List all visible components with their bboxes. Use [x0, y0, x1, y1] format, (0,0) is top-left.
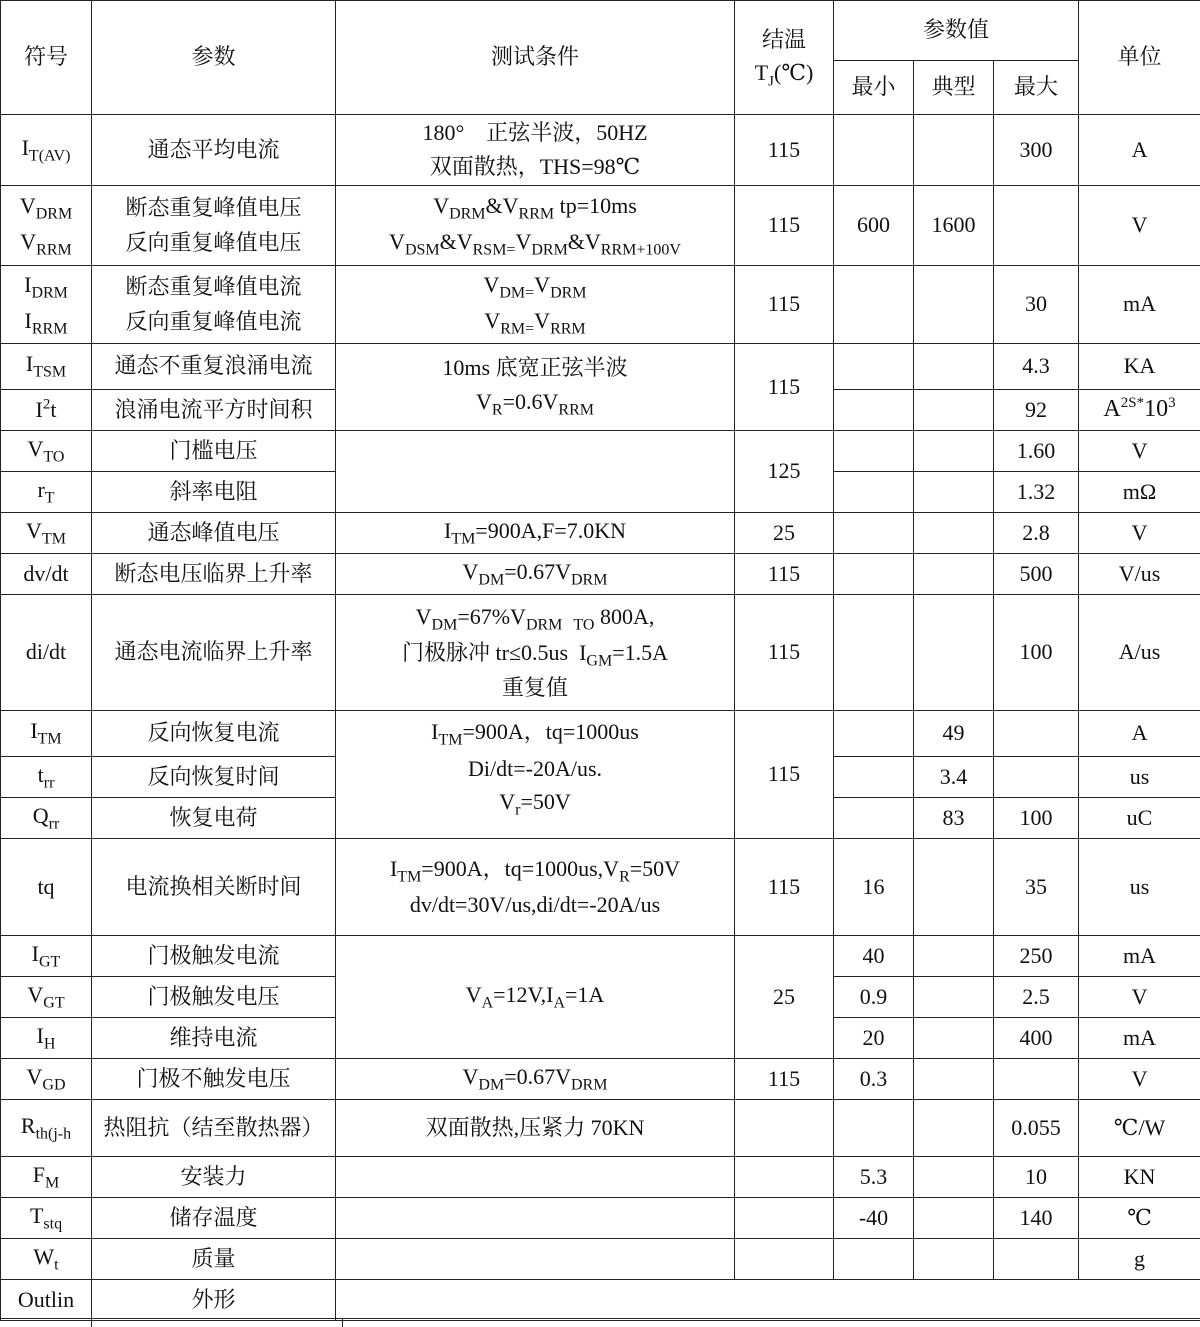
symbol-cell: $Q_{rr}$ — [1, 798, 92, 839]
unit-cell: A — [1079, 711, 1200, 757]
max-cell: 1.60 — [994, 431, 1079, 472]
tj-cell: 115 — [735, 1059, 834, 1100]
param-cell: 门极触发电压 — [92, 977, 336, 1018]
min-cell — [834, 1100, 914, 1157]
cond-cell — [336, 1239, 735, 1280]
table-row — [1, 711, 1200, 757]
param-cell: 门极不触发电压 — [92, 1059, 336, 1100]
param-cell: 安装力 — [92, 1157, 336, 1198]
table-row — [1, 431, 1200, 472]
tj-cell: 115 — [735, 115, 834, 186]
tj-cell: 25 — [735, 936, 834, 1059]
min-cell: 5.3 — [834, 1157, 914, 1198]
typ-cell — [914, 1100, 994, 1157]
max-cell — [994, 711, 1079, 757]
symbol-cell: Outlin — [1, 1280, 92, 1321]
header-values: 参数值 — [834, 1, 1079, 61]
max-cell: 30 — [994, 266, 1079, 344]
table-row — [1, 595, 1200, 711]
table-row — [1, 554, 1200, 595]
unit-cell: mΩ — [1079, 472, 1200, 513]
typ-cell — [914, 595, 994, 711]
symbol-cell: $I_{T(AV)}$ — [1, 115, 92, 186]
table-row — [1, 1280, 1200, 1321]
max-cell: 92 — [994, 390, 1079, 431]
param-cell: 通态平均电流 — [92, 115, 336, 186]
min-cell: 20 — [834, 1018, 914, 1059]
header-tj-line2: $T_J(℃)$ — [739, 56, 829, 93]
cond-cell: $V_{DM}=0.67V_{DRM}$ — [336, 1059, 735, 1100]
table-row — [1, 115, 1200, 186]
tj-cell — [735, 1198, 834, 1239]
cond-cell — [336, 1157, 735, 1198]
symbol-cell: $V_{TO}$ — [1, 431, 92, 472]
typ-cell: 83 — [914, 798, 994, 839]
header-symbol: 符号 — [1, 1, 92, 115]
tj-cell — [735, 1157, 834, 1198]
symbol-cell: $V_{TM}$ — [1, 513, 92, 554]
tj-cell: 115 — [735, 554, 834, 595]
typ-cell: 49 — [914, 711, 994, 757]
header-param: 参数 — [92, 1, 336, 115]
min-cell: 40 — [834, 936, 914, 977]
param-cell: 门极触发电流 — [92, 936, 336, 977]
symbol-cell: $T_{stq}$ — [1, 1198, 92, 1239]
tj-cell: 115 — [735, 344, 834, 431]
table-row — [1, 1198, 1200, 1239]
max-cell: 100 — [994, 595, 1079, 711]
cond-cell: $V_{DM}=67\%V_{DRM}$ $_{TO}$ 800A, 门极脉冲 tr≤0.5us $I_{GM}=1.5A$ 重复值 — [336, 595, 735, 711]
max-cell: 300 — [994, 115, 1079, 186]
typ-cell — [914, 1239, 994, 1280]
tj-cell: 25 — [735, 513, 834, 554]
typ-cell — [914, 1018, 994, 1059]
min-cell: -40 — [834, 1198, 914, 1239]
param-cell: 门槛电压 — [92, 431, 336, 472]
symbol-cell: $I_{TM}$ — [1, 711, 92, 757]
max-cell: 500 — [994, 554, 1079, 595]
tj-cell: 115 — [735, 266, 834, 344]
cond-cell — [336, 1198, 735, 1239]
symbol-cell: $R_{th(j-h}$ — [1, 1100, 92, 1157]
symbol-cell: $I_{GT}$ — [1, 936, 92, 977]
unit-cell: KN — [1079, 1157, 1200, 1198]
cond-cell: $I_{TM}=900A$，tq=1000us Di/dt=-20A/us. $V_r=50V$ — [336, 711, 735, 839]
max-cell: 250 — [994, 936, 1079, 977]
tj-cell: 125 — [735, 431, 834, 513]
min-cell: 600 — [834, 186, 914, 266]
min-cell — [834, 472, 914, 513]
max-cell: 2.8 — [994, 513, 1079, 554]
max-cell — [994, 186, 1079, 266]
param-cell: 断态重复峰值电压 反向重复峰值电压 — [92, 186, 336, 266]
typ-cell — [914, 1157, 994, 1198]
unit-cell: mA — [1079, 266, 1200, 344]
header-row — [1, 1, 1200, 61]
symbol-cell: $W_t$ — [1, 1239, 92, 1280]
param-cell: 质量 — [92, 1239, 336, 1280]
min-cell — [834, 513, 914, 554]
param-cell: 断态电压临界上升率 — [92, 554, 336, 595]
unit-cell: V — [1079, 431, 1200, 472]
unit-cell: g — [1079, 1239, 1200, 1280]
typ-cell — [914, 390, 994, 431]
max-cell — [994, 1059, 1079, 1100]
param-cell: 斜率电阻 — [92, 472, 336, 513]
symbol-cell: $V_{GD}$ — [1, 1059, 92, 1100]
unit-cell: uC — [1079, 798, 1200, 839]
min-cell — [834, 595, 914, 711]
header-max: 最大 — [994, 61, 1079, 115]
max-cell: 100 — [994, 798, 1079, 839]
symbol-cell: $F_M$ — [1, 1157, 92, 1198]
symbol-cell: $r_T$ — [1, 472, 92, 513]
param-cell: 通态峰值电压 — [92, 513, 336, 554]
param-cell: 通态电流临界上升率 — [92, 595, 336, 711]
table-row — [1, 839, 1200, 936]
header-cond: 测试条件 — [336, 1, 735, 115]
cond-cell: $V_{DM}=0.67V_{DRM}$ — [336, 554, 735, 595]
max-cell — [994, 757, 1079, 798]
typ-cell — [914, 266, 994, 344]
param-cell: 恢复电荷 — [92, 798, 336, 839]
table-row — [1, 266, 1200, 344]
max-cell: 0.055 — [994, 1100, 1079, 1157]
min-cell: 0.3 — [834, 1059, 914, 1100]
typ-cell: 1600 — [914, 186, 994, 266]
unit-cell: mA — [1079, 936, 1200, 977]
typ-cell — [914, 1059, 994, 1100]
typ-cell — [914, 839, 994, 936]
header-unit: 单位 — [1079, 1, 1200, 115]
max-cell: 4.3 — [994, 344, 1079, 390]
table-row — [1, 1239, 1200, 1280]
symbol-cell: $t_{rr}$ — [1, 757, 92, 798]
param-cell: 热阻抗（结至散热器） — [92, 1100, 336, 1157]
table-row — [1, 513, 1200, 554]
cond-cell: 双面散热,压紧力 70KN — [336, 1100, 735, 1157]
max-cell: 1.32 — [994, 472, 1079, 513]
unit-cell: V — [1079, 513, 1200, 554]
min-cell: 0.9 — [834, 977, 914, 1018]
typ-cell — [914, 1198, 994, 1239]
param-cell: 维持电流 — [92, 1018, 336, 1059]
symbol-cell: dv/dt — [1, 554, 92, 595]
cond-cell: 180° 正弦半波，50HZ 双面散热，THS=98℃ — [336, 115, 735, 186]
min-cell — [834, 266, 914, 344]
tj-cell: 115 — [735, 595, 834, 711]
param-cell: 储存温度 — [92, 1198, 336, 1239]
table-row — [1, 1157, 1200, 1198]
min-cell — [834, 798, 914, 839]
unit-cell: V/us — [1079, 554, 1200, 595]
table-row — [1, 1100, 1200, 1157]
param-cell: 通态不重复浪涌电流 — [92, 344, 336, 390]
tj-cell — [735, 1239, 834, 1280]
cond-cell: $I_{TM}=900A,F=7.0KN$ — [336, 513, 735, 554]
table-row — [1, 936, 1200, 977]
param-cell: 反向恢复时间 — [92, 757, 336, 798]
min-cell — [834, 554, 914, 595]
table-row — [1, 344, 1200, 390]
max-cell: 10 — [994, 1157, 1079, 1198]
typ-cell: 3.4 — [914, 757, 994, 798]
unit-cell: us — [1079, 839, 1200, 936]
header-tj-line1: 结温 — [739, 23, 829, 56]
typ-cell — [914, 936, 994, 977]
min-cell — [834, 344, 914, 390]
typ-cell — [914, 472, 994, 513]
tj-cell: 115 — [735, 839, 834, 936]
max-cell: 400 — [994, 1018, 1079, 1059]
tj-cell — [735, 1100, 834, 1157]
cond-cell — [336, 431, 735, 513]
symbol-cell: $I_{TSM}$ — [1, 344, 92, 390]
cond-cell: $V_{DRM}\&V_{RRM}$ tp=10ms $V_{DSM}\&V_{RSM=}V_{DRM}\&V_{RRM+100V}$ — [336, 186, 735, 266]
unit-cell: KA — [1079, 344, 1200, 390]
typ-cell — [914, 431, 994, 472]
min-cell — [834, 390, 914, 431]
max-cell — [994, 1239, 1079, 1280]
cond-cell: $V_A=12V,I_A=1A$ — [336, 936, 735, 1059]
typ-cell — [914, 115, 994, 186]
unit-cell: mA — [1079, 1018, 1200, 1059]
unit-cell: ℃ — [1079, 1198, 1200, 1239]
table-row — [1, 186, 1200, 266]
table-row — [1, 1059, 1200, 1100]
param-cell: 电流换相关断时间 — [92, 839, 336, 936]
cond-cell: $V_{DM=}V_{DRM}$ $V_{RM=}V_{RRM}$ — [336, 266, 735, 344]
header-min: 最小 — [834, 61, 914, 115]
param-cell: 反向恢复电流 — [92, 711, 336, 757]
unit-cell: A — [1079, 115, 1200, 186]
tj-cell: 115 — [735, 711, 834, 839]
symbol-cell: di/dt — [1, 595, 92, 711]
min-cell — [834, 757, 914, 798]
typ-cell — [914, 977, 994, 1018]
max-cell: 140 — [994, 1198, 1079, 1239]
param-cell: 浪涌电流平方时间积 — [92, 390, 336, 431]
outline-cell — [336, 1280, 1200, 1321]
typ-cell — [914, 554, 994, 595]
unit-cell: $A^{2S*}10^3$ — [1079, 390, 1200, 431]
symbol-cell: $V_{DRM}$ $V_{RRM}$ — [1, 186, 92, 266]
symbol-cell: $I_H$ — [1, 1018, 92, 1059]
unit-cell: V — [1079, 1059, 1200, 1100]
param-cell: 断态重复峰值电流 反向重复峰值电流 — [92, 266, 336, 344]
min-cell — [834, 711, 914, 757]
unit-cell: V — [1079, 186, 1200, 266]
unit-cell: A/us — [1079, 595, 1200, 711]
symbol-cell: tq — [1, 839, 92, 936]
tj-cell: 115 — [735, 186, 834, 266]
unit-cell: V — [1079, 977, 1200, 1018]
unit-cell: us — [1079, 757, 1200, 798]
typ-cell — [914, 344, 994, 390]
typ-cell — [914, 513, 994, 554]
cond-cell: 10ms 底宽正弦半波 $V_R=0.6V_{RRM}$ — [336, 344, 735, 431]
min-cell — [834, 115, 914, 186]
min-cell — [834, 1239, 914, 1280]
symbol-cell: $V_{GT}$ — [1, 977, 92, 1018]
max-cell: 35 — [994, 839, 1079, 936]
min-cell: 16 — [834, 839, 914, 936]
unit-cell: ℃/W — [1079, 1100, 1200, 1157]
header-tj — [735, 1, 834, 115]
cond-cell: $I_{TM}=900A$，$tq=1000us,V_R=50V$ dv/dt=30V/us,di/dt=-20A/us — [336, 839, 735, 936]
min-cell — [834, 431, 914, 472]
param-cell: 外形 — [92, 1280, 336, 1321]
symbol-cell: $I^2t$ — [1, 390, 92, 431]
header-typ: 典型 — [914, 61, 994, 115]
max-cell: 2.5 — [994, 977, 1079, 1018]
symbol-cell: $I_{DRM}$ $I_{RRM}$ — [1, 266, 92, 344]
